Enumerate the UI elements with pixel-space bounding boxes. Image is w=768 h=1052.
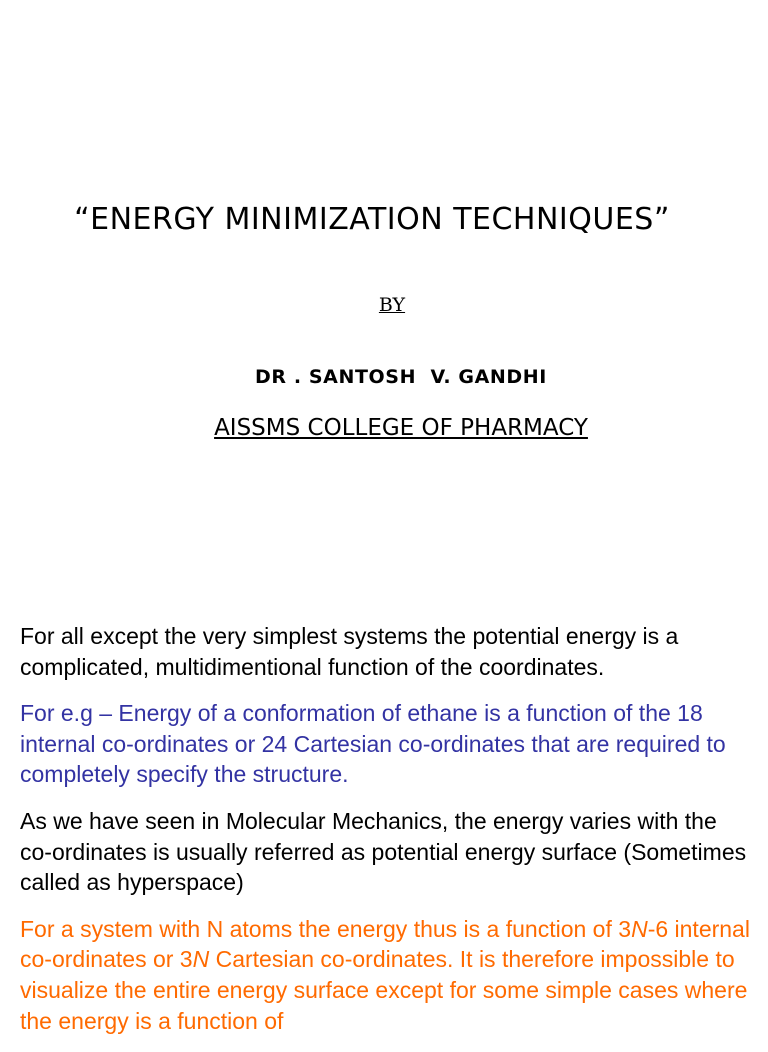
paragraph-n-atoms bbox=[20, 914, 750, 1036]
paragraph-energy-surface: As we have seen in Molecular Mechanics, the energy varies with the co-ordinates is usually referred as potential energy surface (Sometimes called as hyperspace) bbox=[20, 807, 747, 896]
paragraph-n-atoms-part-5: Cartesian co-ordinates. It is therefore impossible to visualize the entire energy surface except for some simple cases where the energy is a function of bbox=[20, 946, 748, 1034]
paragraph-n-atoms-part-1: For a system with N atoms the energy thus is a function of 3 bbox=[20, 915, 632, 942]
paragraph-n-atoms-italic-n-2: N bbox=[192, 946, 210, 973]
paragraph-ethane-example: For e.g – Energy of a conformation of ethane is a function of the 18 internal co-ordinates or 24 Cartesian co-ordinates that are required to completely specify the structure. bbox=[20, 700, 726, 788]
by-label: BY bbox=[378, 294, 406, 316]
content-slide bbox=[20, 621, 750, 1052]
author-name: DR . SANTOSH V. GANDHI bbox=[255, 366, 547, 388]
college-name: AISSMS COLLEGE OF PHARMACY bbox=[214, 415, 588, 441]
presentation-title: “ENERGY MINIMIZATION TECHNIQUES” bbox=[74, 202, 670, 237]
paragraph-n-atoms-part-3: -6 internal co-ordinates or 3 bbox=[20, 915, 750, 973]
paragraph-potential-energy: For all except the very simplest systems the potential energy is a complicated, multidimentional function of the coordinates. bbox=[20, 623, 679, 680]
paragraph-n-atoms-italic-n-1: N bbox=[631, 915, 648, 942]
